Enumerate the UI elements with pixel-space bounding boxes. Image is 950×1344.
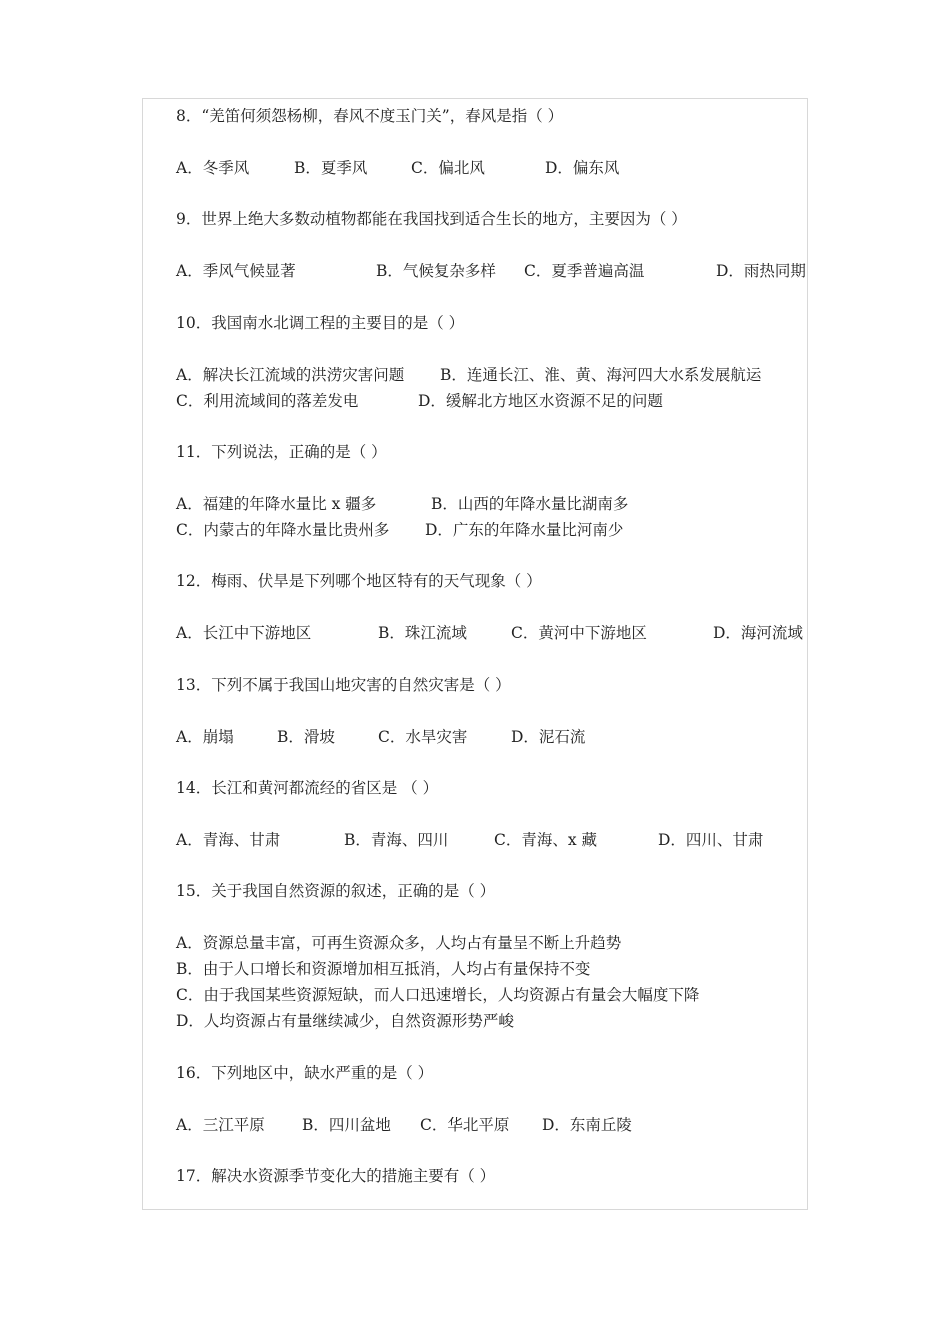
q15-option-a: A．资源总量丰富，可再生资源众多，人均占有量呈不断上升趋势 <box>176 934 622 952</box>
q11-option-b: B．山西的年降水量比湖南多 <box>431 495 629 513</box>
question-10: 10．我国南水北调工程的主要目的是（ ） <box>176 314 465 332</box>
q15-option-c: C．由于我国某些资源短缺，而人口迅速增长，人均资源占有量会大幅度下降 <box>176 986 700 1004</box>
q9-option-d: D．雨热同期 <box>716 262 806 280</box>
q11-option-d: D．广东的年降水量比河南少 <box>425 521 624 539</box>
q12-option-b: B．珠江流域 <box>378 624 467 642</box>
question-13: 13．下列不属于我国山地灾害的自然灾害是（ ） <box>176 676 511 694</box>
q14-option-d: D．四川、甘肃 <box>658 831 764 849</box>
q8-option-b: B．夏季风 <box>294 159 368 177</box>
q14-option-b: B．青海、四川 <box>344 831 449 849</box>
question-15: 15．关于我国自然资源的叙述，正确的是（ ） <box>176 882 496 900</box>
q15-option-b: B．由于人口增长和资源增加相互抵消，人均占有量保持不变 <box>176 960 591 978</box>
q11-option-c: C．内蒙古的年降水量比贵州多 <box>176 521 390 539</box>
q13-option-a: A．崩塌 <box>176 728 234 746</box>
question-14: 14．长江和黄河都流经的省区是 （ ） <box>176 779 439 797</box>
q15-option-d: D．人均资源占有量继续减少，自然资源形势严峻 <box>176 1012 514 1030</box>
q13-option-b: B．滑坡 <box>277 728 335 746</box>
q16-option-b: B．四川盆地 <box>302 1116 391 1134</box>
question-12: 12．梅雨、伏旱是下列哪个地区特有的天气现象（ ） <box>176 572 542 590</box>
q9-option-a: A．季风气候显著 <box>176 262 296 280</box>
q8-option-c: C．偏北风 <box>411 159 485 177</box>
q10-option-d: D．缓解北方地区水资源不足的问题 <box>418 392 663 410</box>
question-8: 8．“羌笛何须怨杨柳，春风不度玉门关”，春风是指（ ） <box>176 107 564 125</box>
q10-option-b: B．连通长江、淮、黄、海河四大水系发展航运 <box>440 366 762 384</box>
q14-option-c: C．青海、x 藏 <box>494 831 598 849</box>
question-11: 11．下列说法，正确的是（ ） <box>176 443 387 461</box>
q8-option-d: D．偏东风 <box>545 159 620 177</box>
q14-option-a: A．青海、甘肃 <box>176 831 281 849</box>
q9-option-b: B．气候复杂多样 <box>376 262 496 280</box>
q10-option-a: A．解决长江流域的洪涝灾害问题 <box>176 366 405 384</box>
q9-option-c: C．夏季普遍高温 <box>524 262 645 280</box>
q13-option-c: C．水旱灾害 <box>378 728 468 746</box>
q12-option-c: C．黄河中下游地区 <box>511 624 647 642</box>
question-16: 16．下列地区中，缺水严重的是（ ） <box>176 1064 434 1082</box>
q16-option-a: A．三江平原 <box>176 1116 265 1134</box>
q13-option-d: D．泥石流 <box>511 728 586 746</box>
question-9: 9．世界上绝大多数动植物都能在我国找到适合生长的地方，主要因为（ ） <box>176 210 687 228</box>
q12-option-a: A．长江中下游地区 <box>176 624 312 642</box>
q16-option-d: D．东南丘陵 <box>542 1116 632 1134</box>
q12-option-d: D．海河流域 <box>713 624 803 642</box>
q10-option-c: C．利用流域间的落差发电 <box>176 392 359 410</box>
question-17: 17．解决水资源季节变化大的措施主要有（ ） <box>176 1167 496 1185</box>
q8-option-a: A．冬季风 <box>176 159 250 177</box>
q11-option-a: A．福建的年降水量比 x 疆多 <box>176 495 377 513</box>
q16-option-c: C．华北平原 <box>420 1116 510 1134</box>
